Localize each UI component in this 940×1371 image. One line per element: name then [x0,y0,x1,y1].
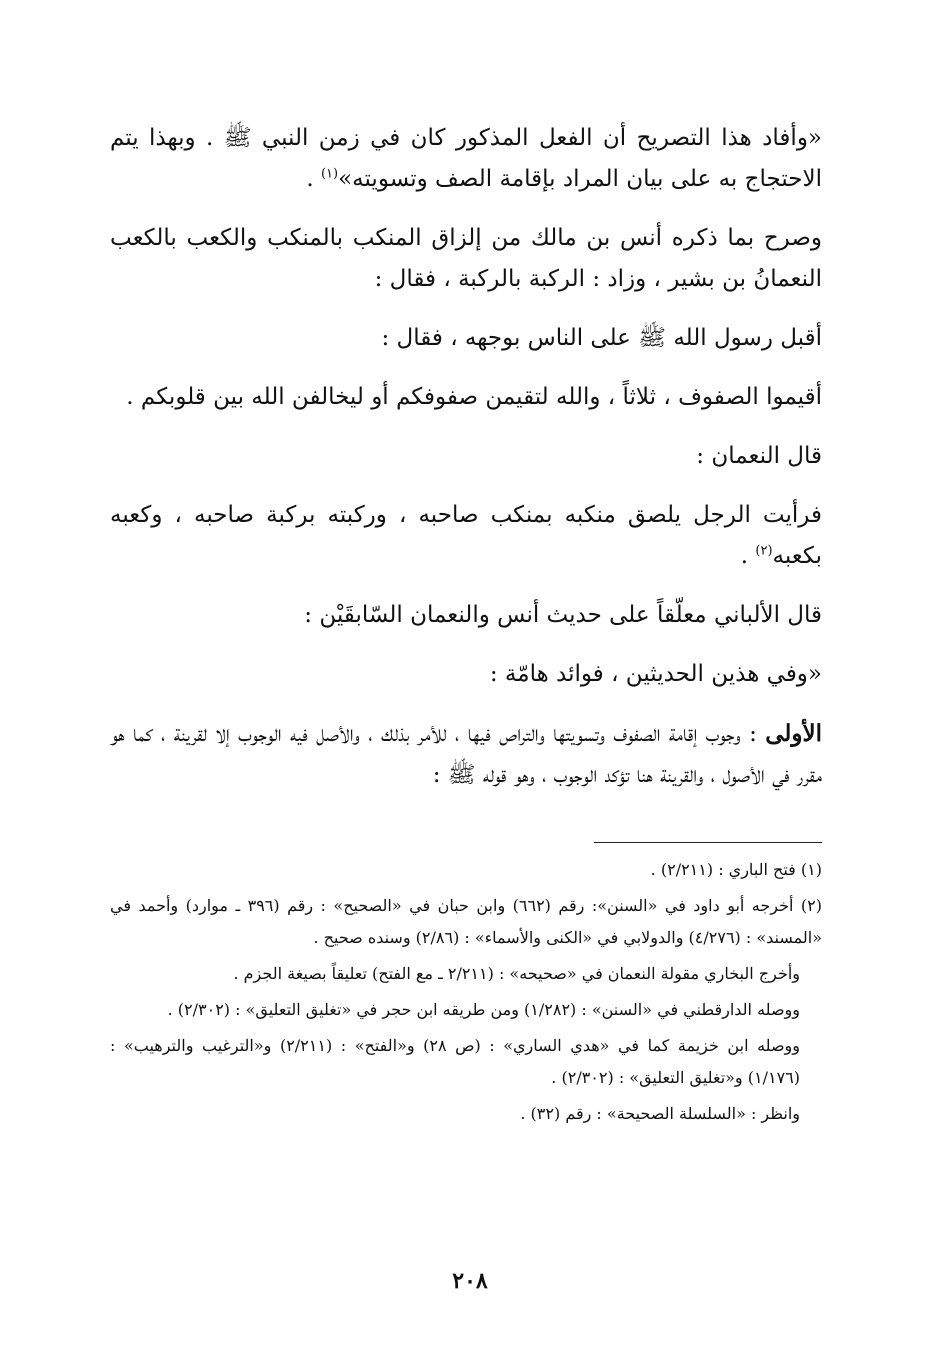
paragraph-hadith-intro: أقبل رسول الله ﷺ على الناس بوجهه ، فقال : [381,325,822,351]
paragraph-first-benefit [110,713,822,796]
footnote-2-bukhari: وأخرج البخاري مقولة النعمان في «صحيحه» : (٢/٢١١ ـ مع الفتح) تعليقاً بصيغة الجزم . [233,964,800,983]
paragraph-text: «وأفاد هذا التصريح أن الفعل المذكور كان في زمن النبي ﷺ . وبهذا يتم الاحتجاج به على بيان المراد بإقامة الصف وتسويته» [110,125,822,192]
footnotes-section [110,854,822,1134]
footnote-divider [594,842,822,843]
punctuation: . [740,543,756,569]
footnote-2: (٢) أخرجه أبو داود في «السنن»: رقم (٦٦٢) وابن حبان في «الصحيح» : رقم (٣٩٦ ـ موارد) وأحمد في «المسند» : (٤/٢٧٦) والدولابي في «الكنى والأسماء» : (٢/٨٦) وسنده صحيح . [110,896,822,947]
page-number: ٢٠٨ [452,1268,488,1294]
footnote-2-silsilah: وانظر : «السلسلة الصحيحة» : رقم (٣٢) . [520,1104,800,1123]
paragraph-numan-report [110,495,822,577]
paragraph-benefits-intro: «وفي هذين الحديثين ، فوائد هامّة : [489,661,822,687]
paragraph-numan-said: قال النعمان : [696,443,822,469]
first-benefit-heading: الأولى [765,720,822,747]
footnote-ref-1[interactable]: (١) [320,166,339,182]
footnote-1: (١) فتح الباري : (٢/٢١١) . [650,860,822,879]
paragraph-text: : وجوب إقامة الصفوف وتسويتها والتراص فيها ، للأمر بذلك ، والأصل فيه الوجوب إلا لقرينة ، كما هو مقرر في الأصول ، والقرينة هنا تؤكد الوجوب ، وهو قوله ﷺ : [110,721,822,788]
punctuation: . [306,166,321,192]
paragraph-hadith-text: أقيموا الصفوف ، ثلاثاً ، والله لتقيمن صفوفكم أو ليخالفن الله بين قلوبكم . [126,384,822,410]
footnote-ref-2[interactable]: (٢) [755,543,773,559]
footnote-2-daraqutni: ووصله الدارقطني في «السنن» : (١/٢٨٢) ومن طريقه ابن حجر في «تغليق التعليق» : (٢/٣٠٢) . [167,1000,800,1019]
paragraph-quote-ibn-hajar [110,118,822,200]
paragraph-anas-statement: وصرح بما ذكره أنس بن مالك من إلزاق المنكب بالمنكب والكعب بالكعب النعمانُ بن بشير ، وزاد : الركبة بالركبة ، فقال : [110,225,822,292]
page-body [110,118,822,1318]
footnote-2-ibn-khuzaymah: ووصله ابن خزيمة كما في «هدي الساري» : (ص ٢٨) و«الفتح» : (٢/٢١١) و«الترغيب والترهيب» : (١/١٧٦) و«تغليق التعليق» : (٢/٣٠٢) . [110,1036,800,1087]
paragraph-text: فرأيت الرجل يلصق منكبه بمنكب صاحبه ، وركبته بركبة صاحبه ، وكعبه بكعبه [110,502,822,569]
paragraph-albani-comment: قال الألباني معلّقاً على حديث أنس والنعمان السّابقَيْن : [304,602,822,628]
